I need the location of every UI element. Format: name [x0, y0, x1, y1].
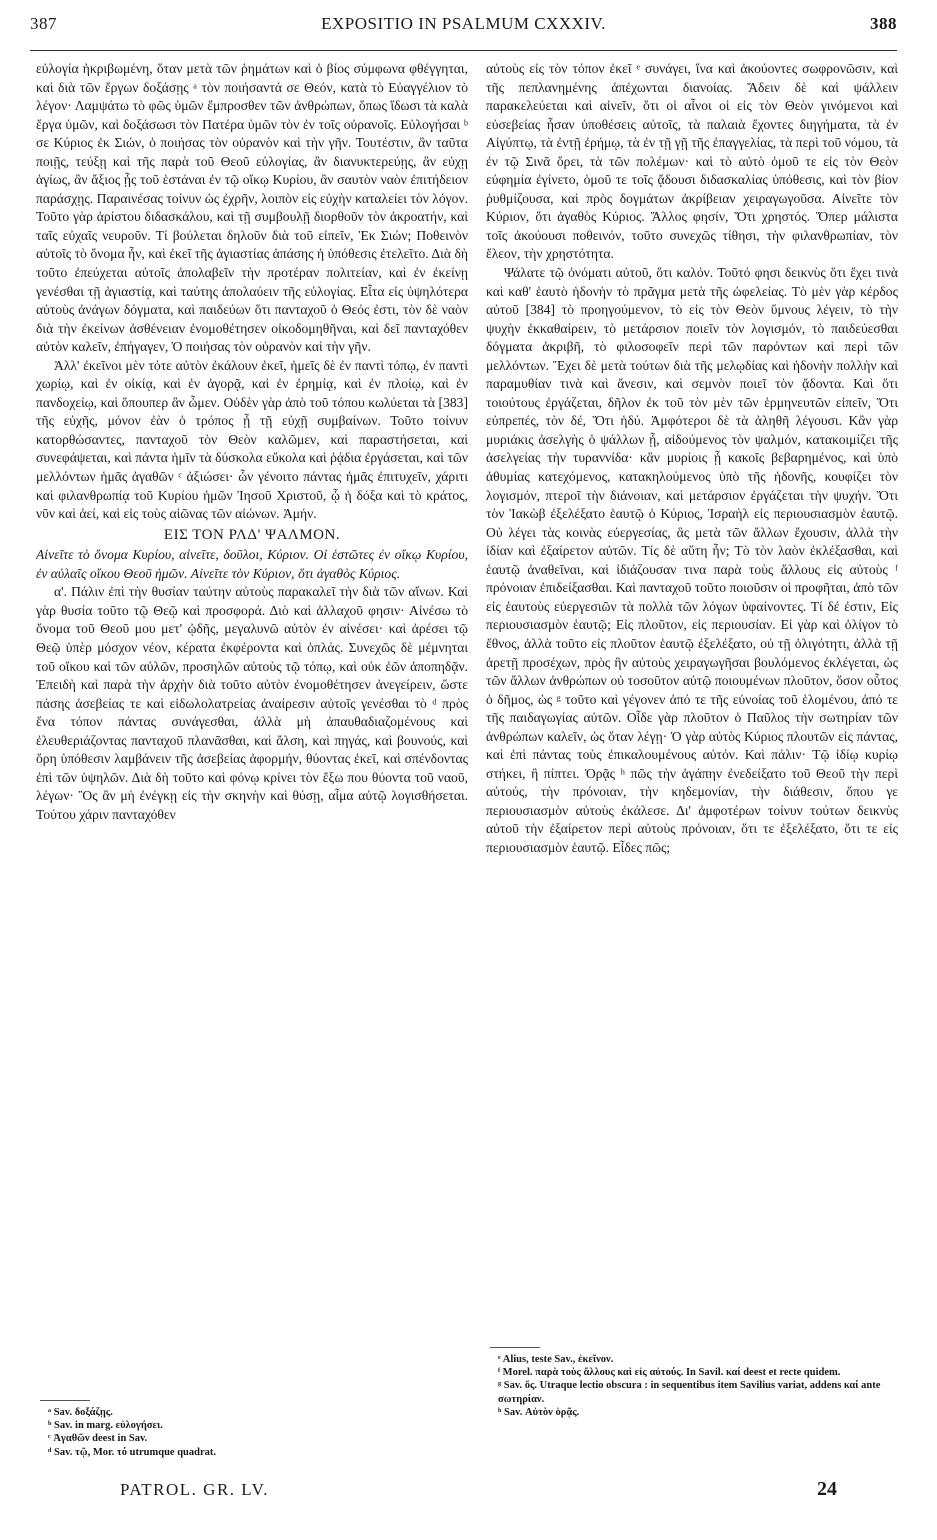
- footnote: ᵈ Sav. τῷ, Mor. τό utrumque quadrat.: [48, 1446, 216, 1458]
- left-column: [36, 60, 468, 1405]
- page-number-right: 388: [870, 14, 897, 33]
- running-title: EXPOSITIO IN PSALMUM CXXXIV.: [321, 14, 606, 33]
- signature-number: 24: [817, 1478, 837, 1500]
- footnotes-left: [48, 1400, 468, 1459]
- right-paragraph-2: Ψάλατε τῷ ὀνόματι αὐτοῦ, ὅτι καλόν. Τοῦτό φησι δεικνὺς ὅτι ἔχει τινὰ καὶ καθ' ἑαυτὸ ἡδονὴν τὸ πρᾶγμα μετὰ τῆς ὠφελείας. Τὸ μὲν γὰρ κέρδος αὐτοῦ [384] τὸ προηγούμενον, τὸ εἰς τὸν Θεὸν ὕμνους λέγειν, τὸ τὴν ψυχὴν ἐκκαθαίρειν, τὸ μετάρσιον ποιεῖν τὸν λογισμόν, τὸ παιδεύεσθαι δόγματα ἀκριβῆ, τὸ φιλοσοφεῖν περὶ τῶν παρόντων καὶ περὶ τῶν μελλόντων. Ἔχει δὲ μετὰ τούτων διὰ τῆς μελῳδίας καὶ ἡδονὴν πολλὴν καὶ παραμυθίαν τινὰ καὶ ἄνεσιν, καὶ σεμνὸν ποιεῖ τὸν ᾄδοντα. Καὶ ὅτι τοιούτους ἐργάζεται, δῆλον ἐκ τοῦ τὸν μὲν τῶν ἑρμηνευτῶν εἰπεῖν, Ὅτι εὐπρεπές, τὸν δέ, Ὅτι ἡδύ. Ἀμφότεροι δὲ τὰ ἀληθῆ λέγουσι. Κἂν γὰρ μυριάκις ἀσελγὴς ὁ ψάλλων ᾖ, αἰδούμενος τὸν ψαλμόν, κατακοιμίζει τῆς ἀσελγείας τὴν τυραννίδα· κἂν μυρίοις ᾖ κακοῖς βεβαρημένος, καὶ ὑπὸ ἀθυμίας κατεχόμενος, κατακηλούμενος ὑπὸ τῆς ἡδονῆς, κουφίζει τὸν λογισμόν, πτεροῖ τὴν διάνοιαν, καὶ μετάρσιον ἐργάζεται τὴν ψυχήν. Ὅτι τὸν Ἰακὼβ ἐξελέξατο ἑαυτῷ ὁ Κύριος, Ἰσραὴλ εἰς περιουσιασμὸν ἑαυτῷ. Οὐ λέγει τὰς κοινὰς εὐεργεσίας, ἃς μετὰ τῶν ἄλλων ἔχουσιν, ἀλλὰ τὴν ἰδίαν καὶ ἐξαίρετον αὐτῶν. Τίς δὲ αὕτη ἦν; Τὸ τὸν λαὸν ἐκλέξασθαι, καὶ ἑαυτῷ ἀναθεῖναι, καὶ ἰδιάζουσαν τινα παρὰ τοὺς ἄλλους εἰς αὐτοὺς ᶠ πρόνοιαν ἐπιδείξασθαι. Καὶ πανταχοῦ τοῦτο ποιοῦσιν οἱ προφῆται, ἀπὸ τῶν εἰς ἑαυτοὺς εὐεργεσιῶν τὰ πολλὰ τῶν λόγων ὑφαίνοντες. Τί δέ ἐστιν, Εἰς περιουσιασμὸν ἑαυτῷ; Εἰς πλοῦτον, εἰς περιουσίαν. Εἰ γὰρ καὶ ὀλίγον τὸ ἔθνος, ἀλλὰ τοῦτο εἰς πλοῦτον ἑαυτῷ ἐξελέξατο, οὐ τῇ ὀλιγότητι, ἀλλὰ τῇ ἀρετῇ προσέχων, πρὸς ἣν αὐτοὺς χειραγωγῆσαι βουλόμενος ἐκλέγεται, ὡς τῶν ἄλλων ἀνθρώπων οὐ τοσοῦτον αὐτῷ ποιουμένων πλοῦτον, ὅσον οὗτος ὁ δῆμος, ὡς ᵍ τοῦτο καὶ γέγονεν ἀπό τε τῆς εὐνοίας τοῦ ἑλομένου, ἀπό τε τῆς παιδαγωγίας αὐτῶν. Οἶδε γὰρ πλοῦτον ὁ Παῦλος τὴν σωτηρίαν τῶν ἀνθρώπων καλεῖν, ὡς ὅταν λέγῃ· Ὁ γὰρ αὐτὸς Κύριος πλουτῶν εἰς πάντας, καὶ ἐπὶ πάντας τοὺς ἐπικαλουμένους αὐτόν. Καὶ πάλιν· Τῷ ἰδίῳ κυρίῳ στήκει, ἢ πίπτει. Ὁρᾷς ʰ πῶς τὴν ἀγάπην ἐνεδείξατο τοῦ Θεοῦ τὴν περὶ αὐτούς, τὴν πρόνοιαν, τὴν κηδεμονίαν, τὴν διάθεσιν, ὅπου γε περιουσιασμὸν αὐτοὺς ἐκάλεσε. Δι' ἀμφοτέρων τοίνυν τούτων δεικνὺς αὐτοῦ τὴν ἐξαίρετον περὶ αὐτοὺς πρόνοιαν, ὅτι τε ἐξελέξατο, ὅτι τε εἰς περιουσιασμὸν ἑαυτῷ. Εἶδες πῶς;: [486, 265, 898, 855]
- volume-signature: PATROL. GR. LV.: [120, 1480, 269, 1499]
- right-column: [486, 60, 898, 1337]
- right-paragraph-1: αὐτοὺς εἰς τὸν τόπον ἐκεῖ ᵉ συνάγει, ἵνα καὶ ἀκούοντες σωφρονῶσιν, καὶ τῆς πεπλανημένης ἀπέχωνται διανοίας. Ἄδειν δὲ καὶ ψάλλειν παρακελεύεται καὶ αἰνεῖν, ὅτι οἱ αἶνοι οἱ εἰς τὸν Θεὸν γινόμενοι καὶ εὐσεβείας ἦσαν ὑποθέσεις αὐτοῖς, τὰ παλαιὰ ἔχοντες διηγήματα, τὰ ἐν Αἰγύπτῳ, τὰ ἐντῇ ἐρήμῳ, τὰ ἐν τῇ γῇ τῆς ἐπαγγελίας, τὰ περὶ τοῦ νόμου, τὰ ἐν τῷ Σινᾶ ὄρει, τὰ τῶν πολέμων· καὶ τὸ αὐτὸ ὁμοῦ τε εἰς τὸν Θεὸν εὐφημία ἐγίνετο, ὁμοῦ τε τοῖς ᾄδουσι διδασκαλίας ὑπόθεσις, καὶ τὸν βίον ῥυθμίζουσα, καὶ πρὸς δογμάτων ἀκρίβειαν χειραγωγοῦσα. Αἰνεῖτε τὸν Κύριον, ὅτι ἀγαθὸς Κύριος. Ἄλλος φησίν, Ὅτι χρηστός. Ὅπερ μάλιστα τοῖς ἀκούουσι ποθεινόν, τοῦτο συνεχῶς τίθησι, τὴν φιλανθρωπίαν, τὸν ἔλεον, τὴν χρηστότητα.: [486, 61, 898, 262]
- footnote-separator: [490, 1347, 540, 1348]
- page-footer: [120, 1480, 867, 1510]
- footnote: ᵍ Sav. ὅς. Utraque lectio obscura : in sequentibus item Savilius variat, addens καί ante σωτηρίαν.: [498, 1380, 881, 1405]
- footnote: ʰ Sav. Αὐτὸν ὁρᾷς.: [498, 1406, 580, 1418]
- footnote: ᶠ Morel. παρὰ τοὺς ἄλλους καὶ εἰς αὐτούς. In Savil. καί deest et recte quidem.: [498, 1367, 841, 1379]
- section-title: ΕΙΣ ΤΟΝ ΡΛΔ' ΨΑΛΜΟΝ.: [163, 526, 341, 543]
- left-paragraph-1: εὐλογία ἠκριβωμένη, ὅταν μετὰ τῶν ῥημάτων καὶ ὁ βίος σύμφωνα φθέγγηται, καὶ διὰ τῶν ἔργων δοξάσῃς ᵃ τὸν ποιήσαντά σε Θεόν, κατὰ τὸ Εὐαγγέλιον τὸ λέγον· Λαμψάτω τὸ φῶς ὑμῶν ἔμπροσθεν τῶν ἀνθρώπων, ὅπως ἴδωσι τὰ καλὰ ἔργα ὑμῶν, καὶ δοξάσωσι τὸν Πατέρα ὑμῶν τὸν ἐν τοῖς οὐρανοῖς. Εὐλογήσαι ᵇ σε Κύριος ἐκ Σιών, ὁ ποιήσας τὸν οὐρανὸν καὶ τὴν γῆν. Τουτέστιν, ἂν ταῦτα ποιῇς, τεύξῃ καὶ τῆς παρὰ τοῦ Θεοῦ εὐλογίας, ἂν διανυκτερεύῃς, ἂν εὐχῃ ἁγίως, ἂν ἄξιος ᾖς τοῦ ἑστάναι ἐν τῷ οἴκῳ Κυρίου, ἂν σαυτὸν ναὸν ἐπιτήδειον παράσχῃς. Παραινέσας τοίνυν ὡς ἐχρῆν, λοιπὸν εἰς εὐχὴν καταλείει τὸν λόγον. Τοῦτο γὰρ ἀρίστου διδασκάλου, καὶ τῇ συμβουλῇ διορθοῦν τὸν ἀκροατήν, καὶ ταῖς εὐχαῖς νευροῦν. Τί βούλεται δηλοῦν διὰ τοῦ εἰπεῖν, Ἐκ Σιών; Ποθεινὸν αὐτοῖς τὸ ὄνομα ἦν, καὶ ἐκεῖ τῆς ἁγιαστίας ἁπάσης ἡ ὑπόθεσις ἐτελεῖτο. Διὰ δὴ τοῦτο ἐπεύχεται αὐτοῖς ἀπολαβεῖν τὴν προτέραν πολιτείαν, καὶ ἐν ἐκείνῃ γενέσθαι τῇ ἁγιαστίᾳ, καὶ ταύτης ἀπολαύειν τῆς εὐλογίας. Εἶτα εἰς ὑψηλότερα αὐτοὺς ἀνάγων δόγματα, καὶ παιδεύων ὅτι πανταχοῦ ὁ Θεός ἐστι, τὸν δὲ ναὸν διὰ τὴν ἐκείνων ἀσθένειαν ἐνομοθέτησεν οἰκοδομηθῆναι, καὶ δεῖ πανταχόθεν αὐτὸν καλεῖν, ἐπήγαγεν, Ὁ ποιήσας τὸν οὐρανὸν καὶ τὴν γῆν.: [36, 61, 468, 355]
- footnote: ᶜ Ἀγαθῶν deest in Sav.: [48, 1433, 148, 1445]
- left-paragraph-2: Ἀλλ' ἐκεῖνοι μὲν τότε αὐτὸν ἐκάλουν ἐκεῖ, ἡμεῖς δὲ ἐν παντὶ τόπῳ, ἐν παντὶ χωρίῳ, καὶ ἐν οἰκίᾳ, καὶ ἐν ἀγορᾷ, καὶ ἐν ἐρημίᾳ, καὶ ἐν πλοίῳ, καὶ ἐν πανδοχείῳ, καὶ ὅπουπερ ἂν ὦμεν. Οὐδὲν γὰρ ἀπὸ τοῦ τόπου κωλύεται τὰ [383] τῆς εὐχῆς, μόνον ἐὰν ὁ τρόπος ᾖ τῇ εὐχῇ συμβαίνων. Τοῦτο τοίνυν κατορθώσαντες, πανταχοῦ τὸν Θεὸν καλῶμεν, καὶ παραστήσεται, καὶ συνεφάψεται, καὶ πάντα ἡμῖν τὰ δύσκολα εὔκολα καὶ ῥᾴδια ἐργάσεται, καὶ τῶν μελλόντων ἡμᾶς ἀγαθῶν ᶜ ἀξιώσει· ὧν γένοιτο πάντας ἡμᾶς ἐπιτυχεῖν, χάριτι καὶ φιλανθρωπίᾳ τοῦ Κυρίου ἡμῶν Ἰησοῦ Χριστοῦ, ᾧ ἡ δόξα καὶ τὸ κράτος, νῦν καὶ ἀεί, καὶ εἰς τοὺς αἰῶνας τῶν αἰώνων. Ἀμήν.: [36, 357, 468, 522]
- header-rule: [30, 50, 897, 51]
- footnote: ᵃ Sav. δοξάζῃς.: [48, 1407, 113, 1418]
- page-number-left: 387: [30, 14, 57, 33]
- footnote: ᵇ Sav. in marg. εὐλογήσει.: [48, 1420, 163, 1432]
- left-paragraph-3: α'. Πάλιν ἐπὶ τὴν θυσίαν ταύτην αὐτοὺς παρακαλεῖ τὴν διὰ τῶν αἴνων. Καὶ γὰρ θυσία τοῦτο τῷ Θεῷ καὶ προσφορά. Διὸ καὶ ἀλλαχοῦ φησιν· Αἰνέσω τὸ ὄνομα τοῦ Θεοῦ μου μετ' ᾠδῆς, μεγαλυνῶ αὐτὸν ἐν αἰνέσει· καὶ ἀρέσει τῷ Θεῷ ὑπὲρ μόσχον νέον, κέρατα ἐκφέροντα καὶ ὁπλάς. Συνεχῶς δὲ μέμνηται τοῦ οἴκου καὶ τῶν αὐλῶν, προσηλῶν αὐτοὺς τῷ τόπῳ, καὶ οὐκ ἐῶν ἀποπηδᾷν. Ἐπειδὴ καὶ παρὰ τὴν ἀρχὴν διὰ τοῦτο αὐτὸν ἐνομοθέτησεν ἀνεγείρειν, ὥστε πάσης ἀσεβείας τε καὶ εἰδωλολατρείας ἀναίρεσιν αὐτοῖς γενέσθαι τὸ ᵈ πρὸς ἕνα τόπον πάντας συνάγεσθαι, ἀλλὰ μὴ ἀπαυθαδιαζομένους καὶ ἐλευθεριάζοντας πανταχοῦ πλανᾶσθαι, καὶ ἄλση, καὶ πηγάς, καὶ βουνούς, καὶ ὄρη ὑπόθεσιν λαμβάνειν τῆς ἀσεβείας ἀφορμήν, θύοντας ἐκεῖ, καὶ σπένδοντας ἐπὶ τῶν ὑψηλῶν. Διὰ δὴ τοῦτο καὶ φόνῳ κρίνει τὸν ἔξω που θύοντα τοῦ ναοῦ, λέγων· Ὃς ἂν μὴ ἐνέγκῃ εἰς τὴν σκηνὴν καὶ θύσῃ, αἷμα αὐτῷ λογισθήσεται. Τούτου χάριν πανταχόθεν: [36, 584, 468, 822]
- footnote: ᵉ Alius, teste Sav., ἐκεῖνον.: [498, 1354, 614, 1365]
- footnotes-right: [498, 1347, 898, 1419]
- footnote-separator: [40, 1400, 90, 1401]
- running-header: [30, 10, 897, 40]
- psalm-verse: Αἰνεῖτε τὸ ὄνομα Κυρίου, αἰνεῖτε, δοῦλοι, Κύριον. Οἱ ἑστῶτες ἐν οἴκῳ Κυρίου, ἐν αὐλαῖς οἴκου Θεοῦ ἡμῶν. Αἰνεῖτε τὸν Κύριον, ὅτι ἀγαθὸς Κύριος.: [36, 547, 468, 581]
